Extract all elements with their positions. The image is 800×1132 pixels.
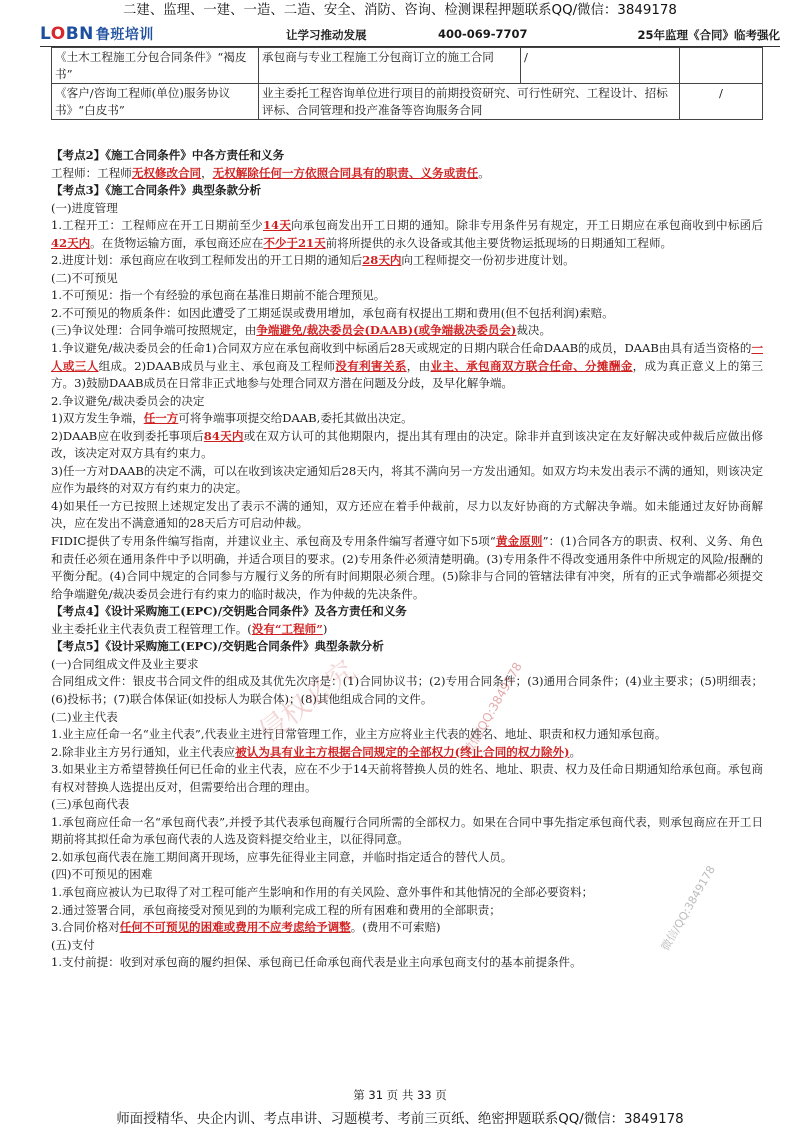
table-row — [52, 48, 763, 84]
paragraph: 业主委托业主代表负责工程管理工作。(没有“工程师”) — [51, 621, 328, 636]
paragraph: 3.合同价格对任何不可预见的困难或费用不应考虑给予调整。(费用不可索赔) — [51, 920, 441, 935]
table-cell: 《客户/咨询工程师(单位)服务协议书》“白皮书” — [52, 84, 259, 120]
section-heading: 【考点3】《施工合同条件》典型条款分析 — [51, 183, 262, 198]
subheading: (五)支付 — [51, 937, 95, 952]
watermark: 侵权必究 — [252, 653, 362, 749]
subheading: (二)不可预见 — [51, 270, 118, 285]
section-heading: 【考点2】《施工合同条件》中各方责任和义务 — [51, 148, 285, 162]
paragraph: 2.争议避免/裁决委员会的决定 — [51, 393, 205, 408]
subheading: (三)承包商代表 — [51, 797, 130, 812]
section-heading: 【考点4】《设计采购施工(EPC)/交钥匙合同条件》及各方责任和义务 — [51, 604, 407, 619]
page-header — [40, 22, 780, 47]
table-cell: 承包商与专业工程施工分包商订立的施工合同 — [259, 48, 521, 84]
subheading: (一)进度管理 — [51, 200, 118, 215]
subheading: (一)合同组成文件及业主要求 — [51, 656, 199, 671]
paragraph: 2.如承包商代表在施工期间离开现场，应事先征得业主同意，并临时指定适合的替代人员。 — [51, 849, 513, 864]
paragraph: 1.业主应任命一名“业主代表”,代表业主进行日常管理工作，业主方应将业主代表的姓名、地址、职责和权力通知承包商。 — [51, 727, 667, 742]
header-phone: 400-069-7707 — [438, 27, 528, 41]
paragraph: 合同组成文件：银皮书合同文件的组成及其优先次序是：(1)合同协议书；(2)专用合同条件；(3)通用合同条件；(4)业主要求；(5)明细表；(6)投标书；(7)联合体保证(如投标人为联合体)；(8)其他组成合同的文件。 — [51, 674, 763, 706]
header-course-title: 25年监理《合同》临考强化 — [637, 28, 780, 42]
table-row — [52, 84, 763, 120]
paragraph: 1.工程开工：工程师应在开工日期前至少14天向承包商发出开工日期的通知。除非专用条件另有规定，开工日期应在承包商收到中标函后42天内。在货物运输方面，承包商还应在不少于21天前将所提供的永久设备或其他主要货物运抵现场的日期通知工程师。 — [51, 218, 763, 250]
page-number: 第 31 页 共 33 页 — [353, 1088, 447, 1102]
paragraph: 2)DAAB应在收到委托事项后84天内或在双方认可的其他期限内，提出其有理由的决定。除非并直到该决定在友好解决或仲裁后应做出修改，该决定对双方具有约束力。 — [51, 428, 763, 461]
table-cell: / — [521, 48, 680, 84]
paragraph: 1.承包商应被认为已取得了对工程可能产生影响和作用的有关风险、意外事件和其他情况的全部必要资料； — [51, 884, 594, 899]
table-cell: 《土木工程施工分包合同条件》“褐皮书” — [52, 48, 259, 84]
paragraph: FIDIC提供了专用条件编写指南，并建议业主、承包商及专用条件编写者遵守如下5项“黄金原则”：(1)合同各方的职责、权利、义务、角色和责任必须在通用条件中予以明确，并适合项目的要求。(2)专用条件必须清楚明确。(3)专用条件不得改变通用条件中所规定的风险/报酬的平衡分配。(4)合同中规定的合同参与方履行义务的所有时间期限必须合理。(5)除非与合同的管辖法律有冲突，所有的正式争端都必须提交给争端避免/裁决委员会进行有约束力的临时裁决，作为仲裁的先决条件。 — [51, 534, 764, 601]
subheading: (四)不可预见的困难 — [51, 867, 153, 882]
paragraph: 1.不可预见：指一个有经验的承包商在基准日期前不能合理预见。 — [51, 288, 386, 303]
paragraph: 2.通过签署合同，承包商接受对预见到的为顺利完成工程的所有困难和费用的全部职责； — [51, 902, 501, 917]
header-slogan: 让学习推动发展 — [286, 28, 367, 42]
paragraph: 1)双方发生争端，任一方可将争端事项提交给DAAB,委托其做出决定。 — [51, 411, 413, 426]
contract-table — [51, 47, 763, 120]
paragraph: 2.不可预见的物质条件：如因此遭受了工期延误或费用增加，承包商有权提出工期和费用(但不包括利润)索赔。 — [51, 305, 614, 320]
paragraph: 2.除非业主方另行通知，业主代表应被认为具有业主方根据合同规定的全部权力(终止合同的权力除外)。 — [51, 744, 582, 759]
watermark: 微信/QQ:3849178 — [460, 660, 525, 758]
paragraph: 2.进度计划：承包商应在收到工程师发出的开工日期的通知后28天内向工程师提交一份初步进度计划。 — [51, 253, 575, 268]
paragraph: 1.争议避免/裁决委员会的任命1)合同双方应在承包商收到中标函后28天或规定的日期内联合任命DAAB的成员，DAAB由具有适当资格的一人或三人组成。2)DAAB成员与业主、承包商及工程师没有利害关系，由业主、承包商双方联合任命、分摊酬金，成为真正意义上的第三方。3)鼓励DAAB成员在日常非正式地参与处理合同双方潜在问题及分歧，及早化解争端。 — [51, 341, 764, 391]
paragraph: 3.如果业主方希望替换任何已任命的业主代表，应在不少于14天前将替换人员的姓名、地址、职责、权力及任命日期通知给承包商。承包商有权对替换人选提出反对，但需要给出合理的理由。 — [51, 762, 763, 794]
section-heading: 【考点5】《设计采购施工(EPC)/交钥匙合同条件》典型条款分析 — [51, 639, 384, 654]
paragraph: (三)争议处理：合同争端可按照规定，由争端避免/裁决委员会(DAAB)(或争端裁决委员会)裁决。 — [51, 323, 552, 338]
table-cell — [680, 48, 763, 84]
paragraph: 1.支付前提：收到对承包商的履约担保、承包商已任命承包商代表是业主向承包商支付的基本前提条件。 — [51, 955, 582, 970]
brand-logo: LOBN 鲁班培训 — [40, 24, 154, 44]
table-cell: 业主委托工程咨询单位进行项目的前期投资研究、可行性研究、工程设计、招标评标、合同管理和投产准备等咨询服务合同 — [259, 84, 680, 120]
table-cell: / — [680, 84, 763, 120]
subheading: (二)业主代表 — [51, 709, 118, 724]
paragraph: 3)任一方对DAAB的决定不满，可以在收到该决定通知后28天内，将其不满向另一方发出通知。如双方均未发出表示不满的通知，则该决定应作为最终的对双方有约束力的决定。 — [51, 463, 763, 496]
top-banner: 二建、监理、一建、一造、二造、安全、消防、咨询、检测课程押题联系QQ/微信：3849178 — [123, 3, 677, 18]
watermark: 微信/QQ:3849178 — [658, 863, 718, 953]
paragraph: 工程师：工程师无权修改合同，无权解除任何一方依照合同具有的职责、义务或责任。 — [51, 165, 490, 180]
paragraph: 1.承包商应任命一名“承包商代表”,并授予其代表承包商履行合同所需的全部权力。如果在合同中事先指定承包商代表，则承包商应在开工日期前将其拟任命为承包商代表的人选及资料提交给业主，以征得同意。 — [51, 814, 763, 847]
document-body — [51, 147, 763, 972]
footer-banner: 师面授精华、央企内训、考点串讲、习题模考、考前三页纸、绝密押题联系QQ/微信：3849178 — [116, 1112, 684, 1127]
paragraph: 4)如果任一方已按照上述规定发出了表示不满的通知，双方还应在着手仲裁前，尽力以友好协商的方式解决争端。如未能通过友好协商解决，应在发出不满意通知的28天后方可启动仲裁。 — [51, 498, 763, 531]
